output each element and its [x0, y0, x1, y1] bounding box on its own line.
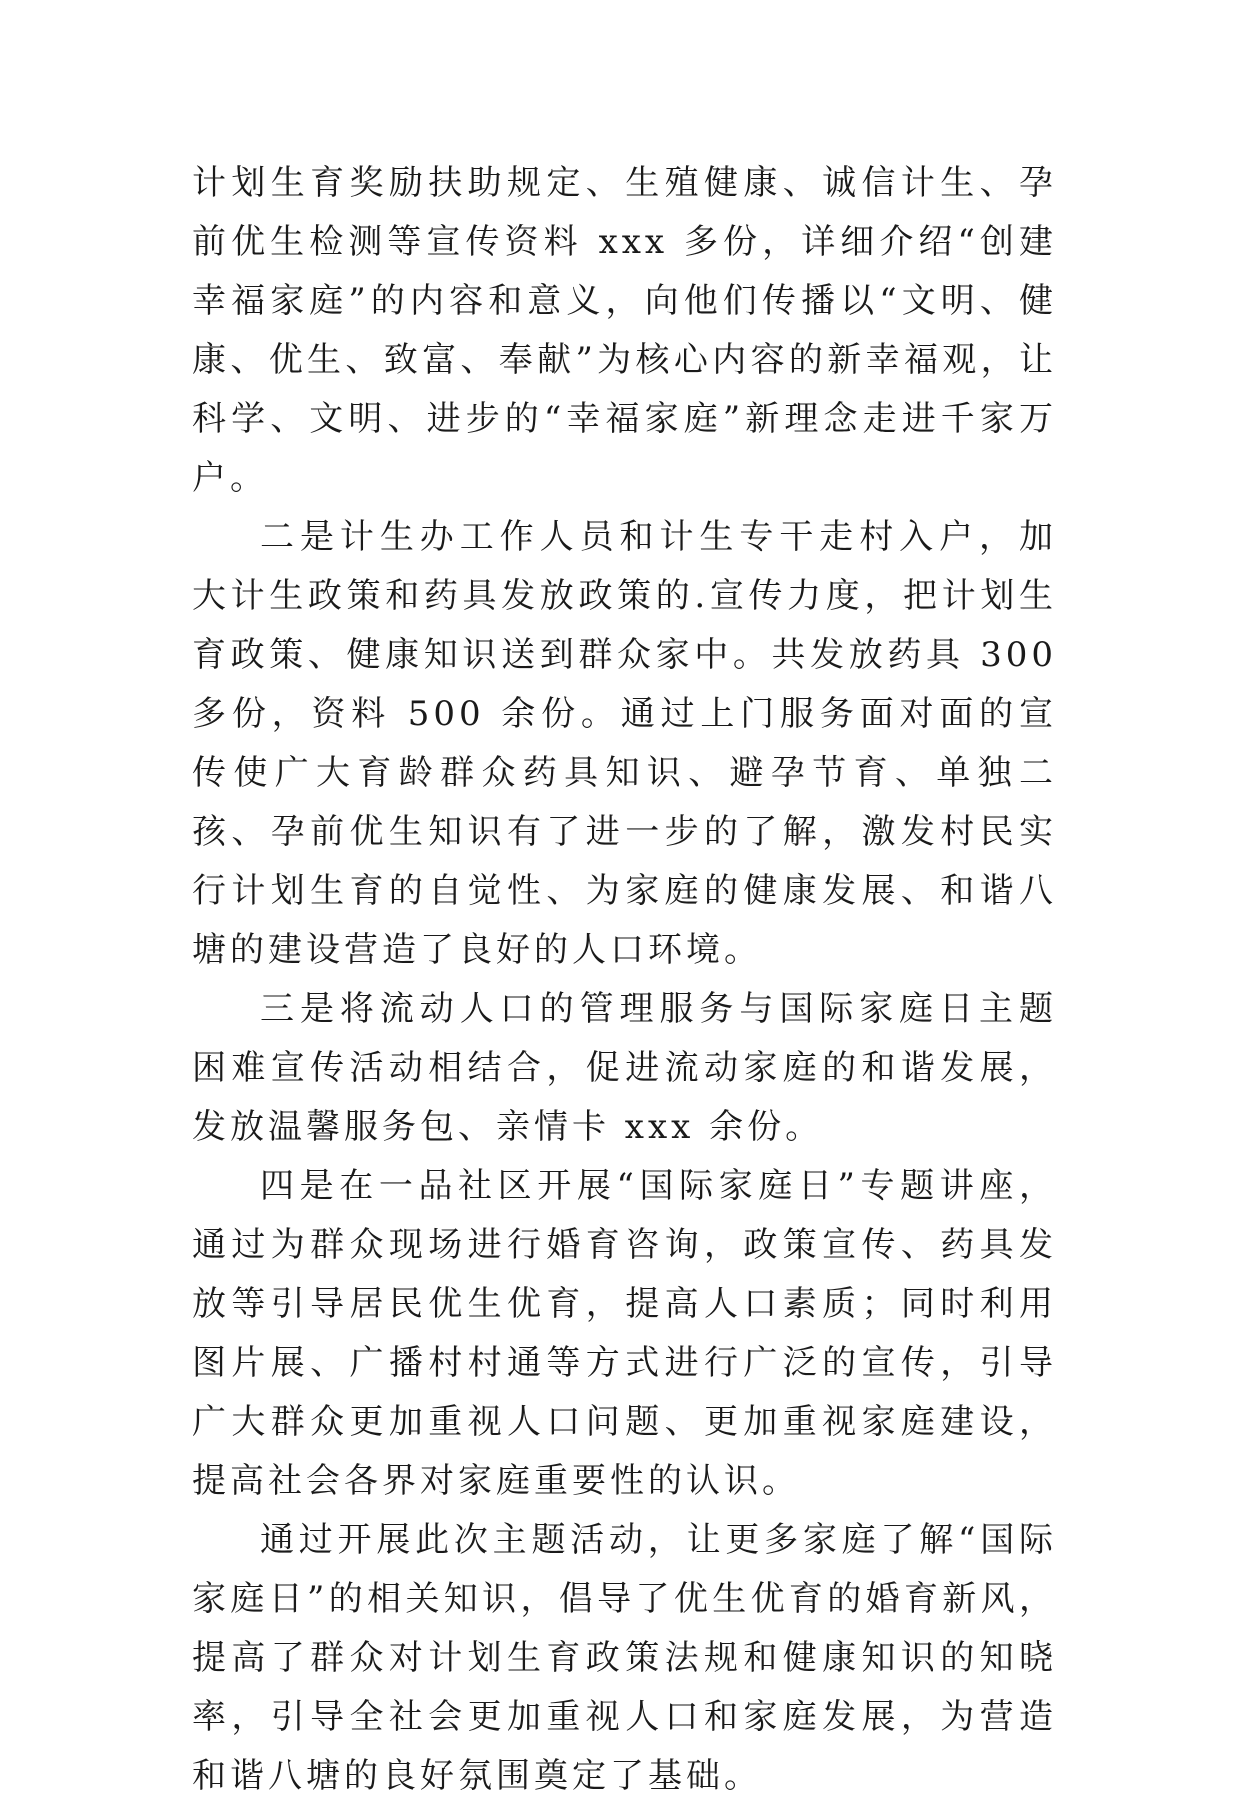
paragraph-5: 通过开展此次主题活动，让更多家庭了解“国际家庭日”的相关知识，倡导了优生优育的婚育新风，提高了群众对计划生育政策法规和健康知识的知晓率，引导全社会更加重视人口和家庭发展，为营造和谐八塘的良好氛围奠定了基础。: [192, 1520, 1057, 1796]
paragraph-4: 四是在一品社区开展“国际家庭日”专题讲座，通过为群众现场进行婚育咨询，政策宣传、药具发放等引导居民优生优育，提高人口素质；同时利用图片展、广播村村通等方式进行广泛的宣传，引导广大群众更加重视人口问题、更加重视家庭建设，提高社会各界对家庭重要性的认识。: [192, 1166, 1057, 1501]
paragraph-1: 计划生育奖励扶助规定、生殖健康、诚信计生、孕前优生检测等宣传资料 xxx 多份，详细介绍“创建幸福家庭”的内容和意义，向他们传播以“文明、健康、优生、致富、奉献”为核心内容的新幸福观，让科学、文明、进步的“幸福家庭”新理念走进千家万户。: [192, 163, 1057, 498]
paragraph-2: 二是计生办工作人员和计生专干走村入户，加大计生政策和药具发放政策的.宣传力度，把计划生育政策、健康知识送到群众家中。共发放药具 300 多份，资料 500 余份。通过上门服务面对面的宣传使广大育龄群众药具知识、避孕节育、单独二孩、孕前优生知识有了进一步的了解，激发村民实行计划生育的自觉性、为家庭的健康发展、和谐八塘的建设营造了良好的人口环境。: [192, 517, 1057, 970]
document-body: [192, 154, 1057, 1806]
paragraph-3: 三是将流动人口的管理服务与国际家庭日主题困难宣传活动相结合，促进流动家庭的和谐发展，发放温馨服务包、亲情卡 xxx 余份。: [192, 989, 1057, 1147]
